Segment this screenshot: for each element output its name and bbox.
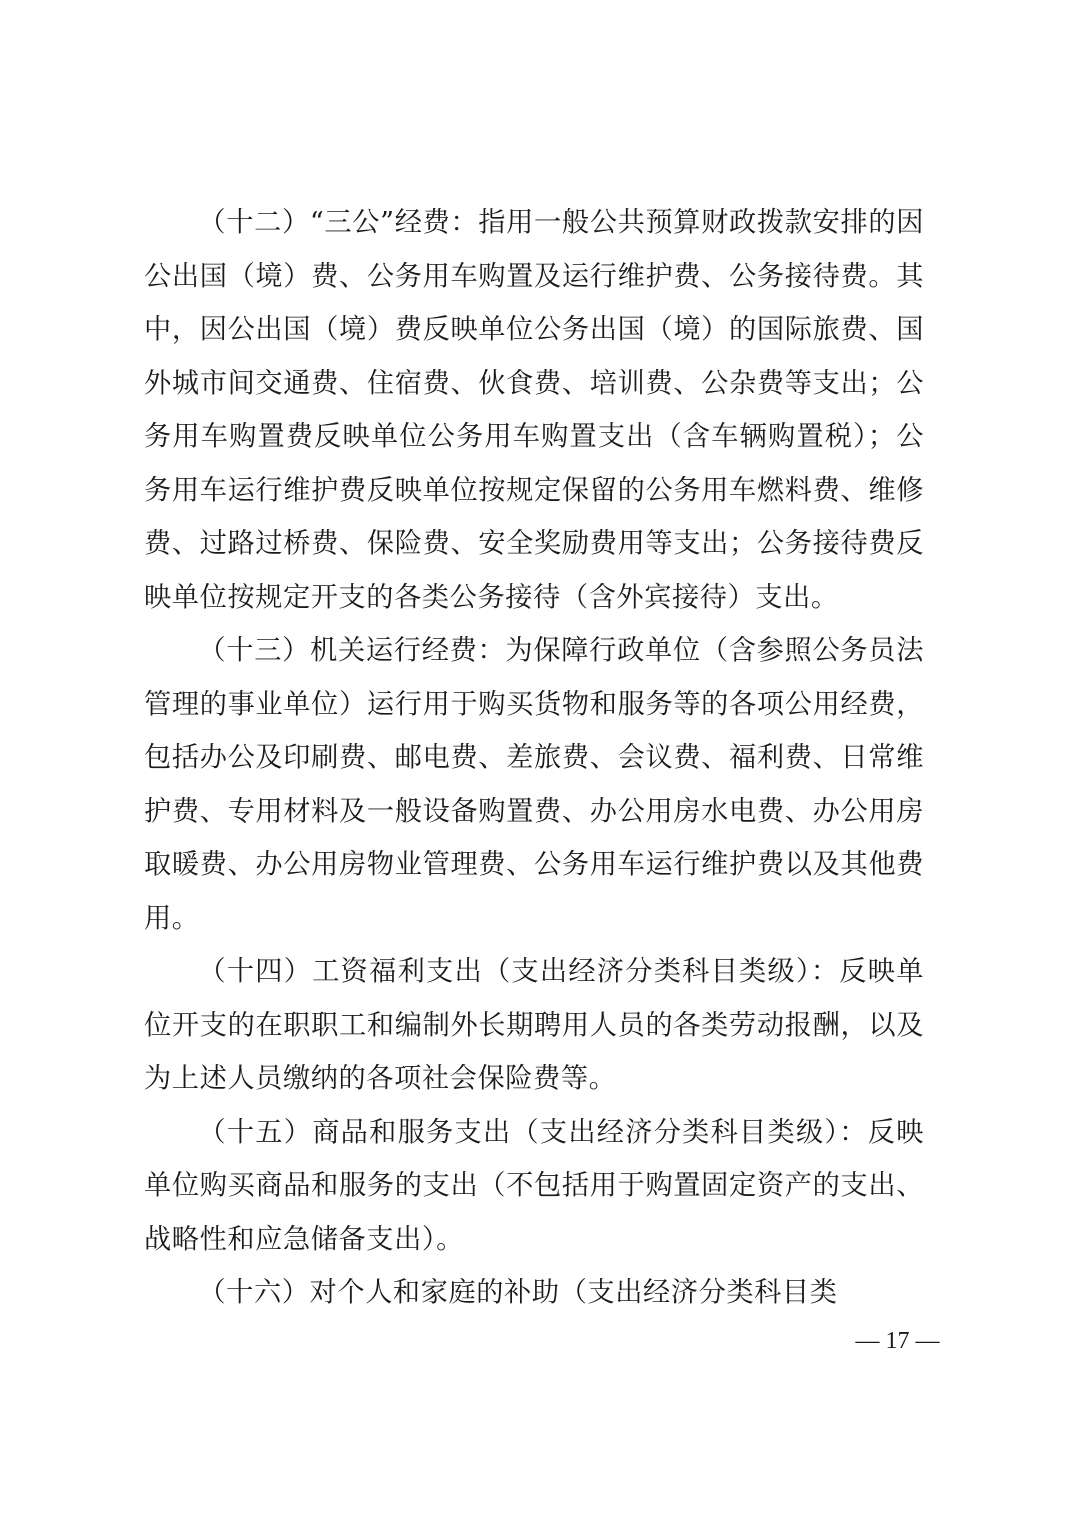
paragraph-15: （十五）商品和服务支出（支出经济分类科目类级）：反映单位购买商品和服务的支出（不包括用于购置固定资产的支出、战略性和应急储备支出）。 <box>144 1116 924 1255</box>
paragraph-13: （十三）机关运行经费：为保障行政单位（含参照公务员法管理的事业单位）运行用于购买货物和服务等的各项公用经费，包括办公及印刷费、邮电费、差旅费、会议费、福利费、日常维护费、专用材料及一般设备购置费、办公用房水电费、办公用房取暖费、办公用房物业管理费、公务用车运行维护费以及其他费用。 <box>144 635 924 934</box>
document-body <box>144 196 924 1320</box>
page-number: — 17 — <box>855 1328 940 1354</box>
paragraph-12: （十二）“三公”经费：指用一般公共预算财政拨款安排的因公出国（境）费、公务用车购置及运行维护费、公务接待费。其中，因公出国（境）费反映单位公务出国（境）的国际旅费、国外城市间交通费、住宿费、伙食费、培训费、公杂费等支出；公务用车购置费反映单位公务用车购置支出（含车辆购置税）；公务用车运行维护费反映单位按规定保留的公务用车燃料费、维修费、过路过桥费、保险费、安全奖励费用等支出；公务接待费反映单位按规定开支的各类公务接待（含外宾接待）支出。 <box>144 207 924 613</box>
paragraph-14: （十四）工资福利支出（支出经济分类科目类级）：反映单位开支的在职职工和编制外长期聘用人员的各类劳动报酬，以及为上述人员缴纳的各项社会保险费等。 <box>144 956 924 1094</box>
paragraph-16: （十六）对个人和家庭的补助（支出经济分类科目类 <box>198 1277 838 1308</box>
